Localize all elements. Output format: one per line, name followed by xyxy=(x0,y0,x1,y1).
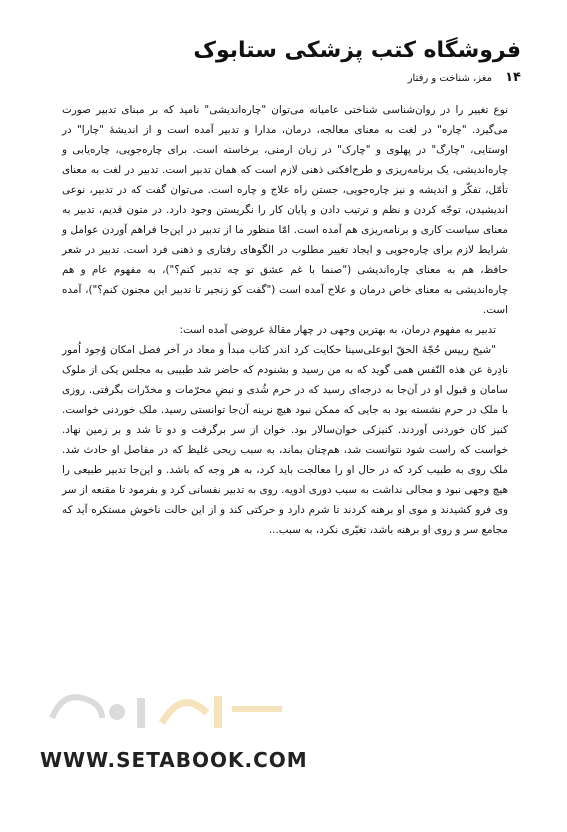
setabook-logo xyxy=(42,678,292,738)
watermark-url: WWW.SETABOOK.COM xyxy=(40,748,308,772)
body-text xyxy=(62,100,508,540)
store-name-banner: فروشگاه کتب پزشکی ستابوک xyxy=(193,38,521,63)
paragraph-intro: نوع تغییر را در روان‌شناسی شناختی عامیانه می‌توان "چاره‌اندیشی" نامید که بر مبنای تدبیر صورت می‌گیرد. "چاره" در لغت به معنای معالجه، درمان، مدارا و تدبیر آمده است و از اندیشهٔ "چارا" در اوستایی، "چارگ" در پهلوی و "چارک" در زبان ارمنی، برخاسته است. برای چاره‌جویی، چاره‌یابی و چاره‌اندیشی، یک برنامه‌ریزی و طرح‌افکنی ذهنی لازم است که همان تدبیر است. تدبیر در لغت به معنای تأمّل، تفکّر و اندیشه و نیز چاره‌جویی، جستن راه علاج و چاره است. می‌توان گفت که در تدبیر، نوعی اندیشیدن، توجّه کردن و نظم و ترتیب دادن و پایان کار را نگریستن وجود دارد. در متون قدیم، تدبیر به معنای سیاست کاری و برنامه‌ریزی هم آمده است. امّا منظور ما از تدبیر در این‌جا فراهم آوردن عوامل و شرایط لازم برای چاره‌جویی و ایجاد تغییر مطلوب در الگوهای رفتاری و ذهنی فرد است. تدبیر در شعر حافظ، هم به معنای چاره‌اندیشی ("صنما با غم عشق تو چه تدبیر کنم؟")، به مفهوم عام و هم چاره‌اندیشی به معنای خاص درمان و علاج آمده است ("گفت کو زنجیر تا تدبیر این مجنون کنم؟")، آمده است. xyxy=(62,104,508,316)
running-title: مغز، شناخت و رفتار xyxy=(407,73,492,84)
paragraph-quotation: "شیخ رییس حُجّهٔ الحقّ ابوعلی‌سینا حکایت کرد اندر کتاب مبدأ و معاد در آخر فصل امکان وُجود اُمور نادِرة عن هذه النّفس همی گوید که به من رسید و بشنودم که حاضر شد طبیبی به مجلس یکی از ملوک سامان و قبول او در آن‌جا به درجه‌ای رسید که در حرم شُدی و نبضِ محرّمات و مخدّرات بگرفتی. روزی با ملک در حرم نشسته بود به جایی که ممکن نبود هیچ نرینه آن‌جا توانستی رسید. ملک خوردنی خواست. کنیز کان خوردنی آوردند. کنیزکی خوان‌سالار بود. خوان از سر برگرفت و دو تا شد و بر زمین نهاد. خواست که راست شود نتوانست شد، هم‌چنان بماند، به سبب ریحی غلیظ که در مفاصل او حادث شد. ملک روی به طبیب کرد که در حال او را معالجت باید کرد، به هر وجه که باشد. و این‌جا تدبیر طبیعی را هیچ وجهی نبود و مجالی نداشت به سبب دوری ادویه. روی به تدبیر نفسانی کرد و بفرمود تا مقنعه از سر وی فرو کشیدند و موی او برهنه کردند تا شرم دارد و حرکتی کند و از این حالت ناخوش مستکره آید که مجامع سر و روی او برهنه باشد، تغیّری نکرد، به سبب... xyxy=(62,344,508,536)
running-header xyxy=(408,70,521,85)
page-number: ۱۴ xyxy=(505,70,521,85)
paragraph-quote-intro: تدبیر به مفهوم درمان، به بهترین وجهی در چهار مقالهٔ عروضی آمده است: xyxy=(179,324,496,336)
